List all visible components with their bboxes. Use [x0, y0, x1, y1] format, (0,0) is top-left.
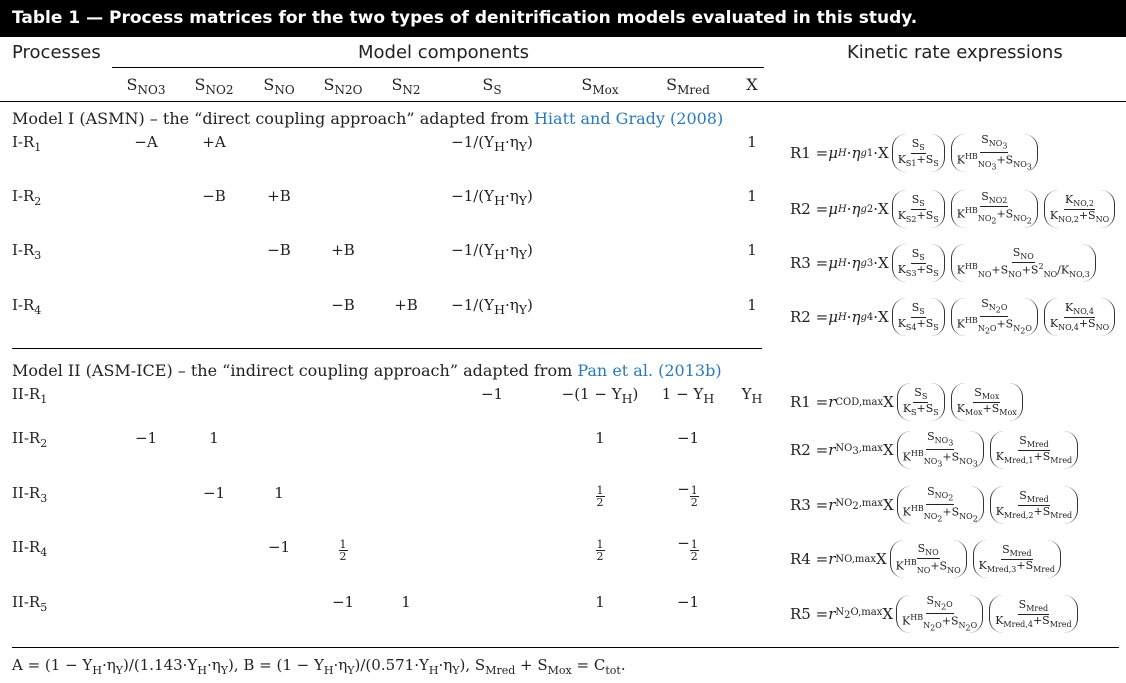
kinetic-m1-r3: R3 = μ H · η g3 ·X $\frac{S_S}{K_{S3}+S_S}$ $\frac{S_{NO}}{K^{HB}_{NO}+S_{NO}+S^2_{NO}/K_{NO,3}}$	[790, 244, 1099, 282]
model2-row-label: $II-R_4$	[12, 538, 48, 559]
header-model-components: Model components	[358, 42, 529, 63]
column-header-s-no2: $S_{NO2}$	[194, 75, 234, 98]
header-kinetic: Kinetic rate expressions	[847, 42, 1063, 63]
column-header-s-no3: $S_{NO3}$	[126, 75, 166, 98]
model1-label-text: Model I (ASMN) – the “direct coupling approach” adapted from	[12, 109, 534, 128]
model1-row-label: $I-R_1$	[12, 133, 42, 154]
kinetic-label: R3	[790, 496, 811, 514]
model1-cell-x: 1	[747, 133, 757, 151]
model1-cell-s-s: $-1/(Y_H\cdot\eta_Y)$	[451, 241, 533, 262]
table-title: Table 1 — Process matrices for the two types of denitrification models evaluated in this study.	[12, 8, 918, 28]
column-header-s-no: $S_{NO}$	[263, 75, 295, 98]
model1-cell-s-no2: +A	[202, 133, 226, 151]
model2-cell-s-no: −1	[267, 538, 291, 556]
model2-cell-s-n2o: $\frac{1}{2}$	[339, 538, 347, 563]
model1-cell-s-no: +B	[267, 187, 291, 205]
column-header-s-mox: $S_{Mox}$	[581, 75, 619, 98]
model1-cell-s-n2o: −B	[331, 296, 355, 314]
kinetic-label: R4	[790, 550, 811, 568]
model1-rule	[12, 348, 762, 349]
model2-row-label: $II-R_5$	[12, 593, 48, 614]
model2-cell-s-s: −1	[480, 385, 504, 403]
model1-row-label: $I-R_4$	[12, 296, 42, 317]
model1-cell-x: 1	[747, 241, 757, 259]
kinetic-label: R2	[790, 308, 811, 326]
kinetic-label: R2	[790, 441, 811, 459]
model2-cell-s-no2: 1	[209, 429, 219, 447]
column-header-s-s: $S_S$	[482, 75, 502, 98]
model2-cell-s-mox: $-(1 - Y_H)$	[561, 385, 639, 406]
kinetic-label: R5	[790, 605, 811, 623]
kinetic-m1-r2: R2 = μ H · η g2 ·X $\frac{S_S}{K_{S2}+S_S}$ $\frac{S_{NO2}}{K^{HB}_{NO_2}+S_{NO_2}}$ $\frac{K_{NO,2}}{K_{NO,2}+S_{NO}}$	[790, 190, 1118, 228]
model2-cell-s-mox: 1	[595, 429, 605, 447]
model1-cell-s-n2o: +B	[331, 241, 355, 259]
model2-cell-s-mred: −1	[676, 593, 700, 611]
model2-cell-s-mox: 1	[595, 593, 605, 611]
model2-section-label	[12, 361, 722, 380]
model2-cell-s-no3: −1	[134, 429, 158, 447]
kinetic-m2-r4: R4 = r NO,max X $\frac{S_{NO}}{K^{HB}_{NO}+S_{NO}}$ $\frac{S_{Mred}}{K_{Mred,3}+S_{Mred}}$	[790, 540, 1064, 578]
kinetic-m2-r3: R3 = r $NO_2,\max$ X $\frac{S_{NO_2}}{K^{HB}_{NO_2}+S_{NO_2}}$ $\frac{S_{Mred}}{K_{Mred,2}+S_{Mred}}$	[790, 486, 1081, 524]
footer-rule	[12, 647, 1119, 648]
model1-ref-link[interactable]: Hiatt and Grady (2008)	[533, 109, 724, 128]
model2-cell-s-mred: −1	[676, 429, 700, 447]
kinetic-label: R1	[790, 393, 811, 411]
kinetic-m1-r1: R1 = μ H · η g1 ·X $\frac{S_S}{K_{S1}+S_S}$ $\frac{S_{NO_3}}{K^{HB}_{NO_3}+S_{NO_3}}$	[790, 134, 1041, 172]
model2-row-label: $II-R_3$	[12, 484, 48, 505]
model1-cell-s-no2: −B	[202, 187, 226, 205]
model2-cell-s-mox: $\frac{1}{2}$	[596, 484, 604, 509]
model2-cell-s-mred: − $\frac{1}{2}$	[677, 534, 698, 563]
header-processes: Processes	[12, 42, 101, 63]
column-header-x: X	[746, 75, 758, 94]
column-header-s-n2: $S_{N2}$	[391, 75, 421, 98]
model2-cell-s-no: 1	[274, 484, 284, 502]
column-header-s-n2o: $S_{N2O}$	[323, 75, 363, 98]
kinetic-label: R1	[790, 144, 811, 162]
kinetic-m2-r2: R2 = r $NO_3,\max$ X $\frac{S_{NO_3}}{K^{HB}_{NO_3}+S_{NO_3}}$ $\frac{S_{Mred}}{K_{Mred,1}+S_{Mred}}$	[790, 431, 1081, 469]
model1-cell-s-no3: −A	[134, 133, 158, 151]
title-bar	[0, 0, 1126, 37]
header-rule	[0, 101, 1126, 102]
kinetic-m2-r5: R5 = r $N_2O,\max$ X $\frac{S_{N_2O}}{K^{HB}_{N_2O}+S_{N_2O}}$ $\frac{S_{Mred}}{K_{Mred,4}+S_{Mred}}$	[790, 595, 1081, 633]
kinetic-m1-r4: R2 = μ H · η g4 ·X $\frac{S_S}{K_{S4}+S_S}$ $\frac{S_{N_2O}}{K^{HB}_{N_2O}+S_{N_2O}}$ $\frac{K_{NO,4}}{K_{NO,4}+S_{NO}}$	[790, 298, 1118, 336]
model1-row-label: $I-R_2$	[12, 187, 42, 208]
model2-ref-link[interactable]: Pan et al. (2013b)	[577, 361, 722, 380]
column-header-s-mred: $S_{Mred}$	[666, 75, 710, 98]
model2-cell-s-n2: 1	[401, 593, 411, 611]
model1-cell-s-s: $-1/(Y_H\cdot\eta_Y)$	[451, 296, 533, 317]
model1-cell-s-s: $-1/(Y_H\cdot\eta_Y)$	[451, 133, 533, 154]
model2-cell-s-mred: − $\frac{1}{2}$	[677, 480, 698, 509]
model2-label-text: Model II (ASM-ICE) – the “indirect coupling approach” adapted from	[12, 361, 578, 380]
model2-cell-s-mred: $1 - Y_H$	[661, 385, 715, 406]
kinetic-label: R3	[790, 254, 811, 272]
model1-cell-s-n2: +B	[394, 296, 418, 314]
model1-cell-x: 1	[747, 296, 757, 314]
kinetic-m2-r1: R1 = r COD,max X $\frac{S_S}{K_S+S_S}$ $\frac{S_{Mox}}{K_{Mox}+S_{Mox}}$	[790, 383, 1026, 421]
model1-cell-x: 1	[747, 187, 757, 205]
header-subrule	[112, 67, 764, 68]
model2-cell-x: $Y_H$	[741, 385, 763, 406]
model1-cell-s-s: $-1/(Y_H\cdot\eta_Y)$	[451, 187, 533, 208]
footnote: $A = (1 - Y_H\cdot\eta_Y)/(1.143\cdot Y_H\cdot\eta_Y)$, $B = (1 - Y_H\cdot\eta_Y)/(0.571\cdot Y_H\cdot\eta_Y)$, $S_{Mred} + S_{Mox} = C_{tot}$.	[12, 656, 626, 677]
model1-row-label: $I-R_3$	[12, 241, 42, 262]
model2-row-label: $II-R_2$	[12, 429, 48, 450]
kinetic-label: R2	[790, 200, 811, 218]
model2-cell-s-n2o: −1	[331, 593, 355, 611]
model1-cell-s-no: −B	[267, 241, 291, 259]
model1-section-label	[12, 109, 723, 128]
model2-cell-s-mox: $\frac{1}{2}$	[596, 538, 604, 563]
model2-cell-s-no2: −1	[202, 484, 226, 502]
model2-row-label: $II-R_1$	[12, 385, 48, 406]
